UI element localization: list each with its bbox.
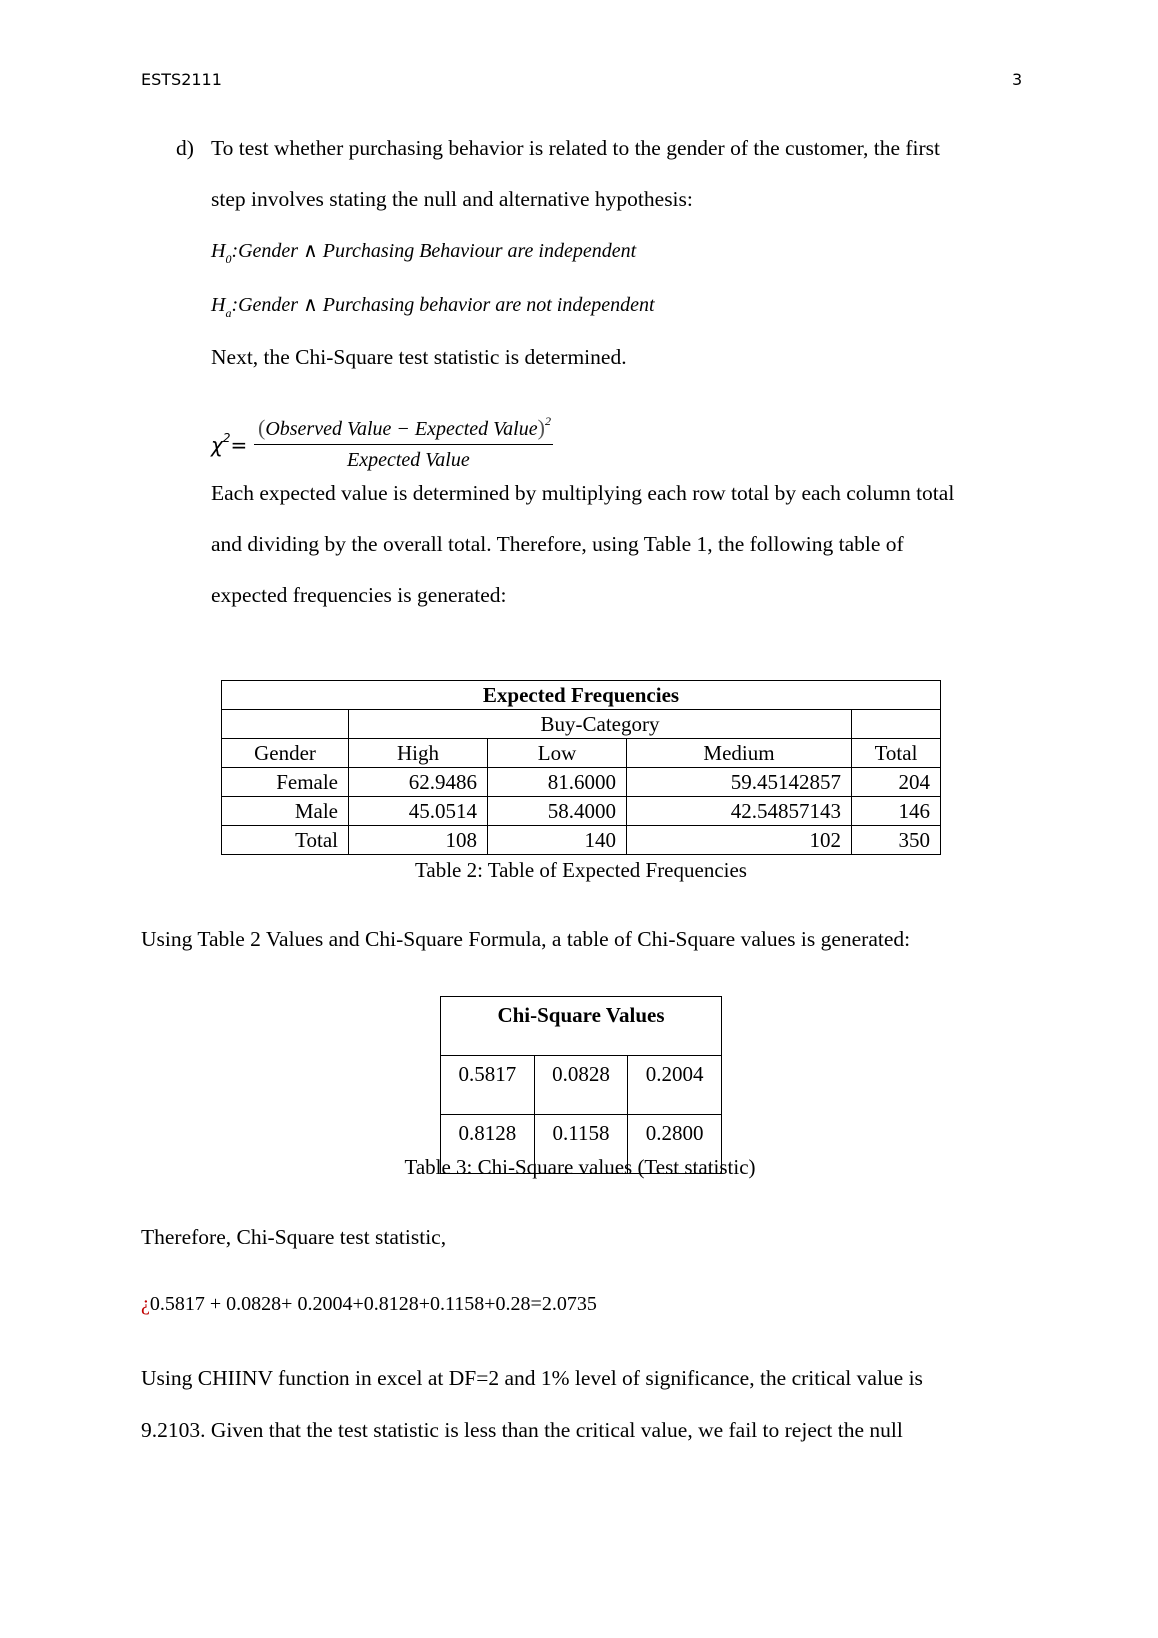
sum-prefix: ¿ <box>141 1293 150 1315</box>
header-course-code: ESTS2111 <box>141 70 222 89</box>
table-2-caption: Table 2: Table of Expected Frequencies <box>415 858 747 882</box>
sum-equation <box>141 1293 597 1316</box>
expected-frequencies-table <box>221 680 941 855</box>
column-header: Total <box>852 739 941 768</box>
sum-text: 0.5817 + 0.0828+ 0.2004+0.8128+0.1158+0.28=2.0735 <box>149 1293 597 1315</box>
ha-text: :Gender ∧ Purchasing behavior are not independent <box>231 294 655 316</box>
explain-line-1: Each expected value is determined by multiplying each row total by each column total <box>211 481 955 505</box>
table-cell: 0.1158 <box>534 1115 628 1174</box>
table-3-caption: Table 3: Chi-Square values (Test statistic) <box>404 1155 756 1179</box>
table-cell: 146 <box>852 797 941 826</box>
intro-line-1: To test whether purchasing behavior is related to the gender of the customer, the first <box>211 136 940 160</box>
chi-square-table <box>440 996 722 1174</box>
formula-denominator: Expected Value <box>347 449 470 471</box>
column-header: Medium <box>627 739 852 768</box>
therefore-text: Therefore, Chi-Square test statistic, <box>141 1225 447 1249</box>
table-cell <box>852 710 941 739</box>
table-cell: 0.0828 <box>534 1056 628 1115</box>
column-header: Gender <box>222 739 349 768</box>
table-row <box>441 1056 722 1115</box>
table-cell: 102 <box>627 826 852 855</box>
table-cell: 58.4000 <box>488 797 627 826</box>
null-hypothesis <box>211 238 637 266</box>
table-title: Chi-Square Values <box>441 997 722 1056</box>
table-cell: 59.45142857 <box>627 768 852 797</box>
explain-line-2: and dividing by the overall total. Therefore, using Table 1, the following table of <box>211 532 904 556</box>
list-marker: d) <box>176 136 194 160</box>
group-header: Buy-Category <box>349 710 852 739</box>
formula-numerator: (Observed Value − Expected Value)$^2$ <box>254 415 553 445</box>
table-cell: 0.2800 <box>628 1115 722 1174</box>
table-cell: 62.9486 <box>349 768 488 797</box>
header-page-number: 3 <box>1012 70 1023 89</box>
table-row <box>222 797 941 826</box>
table-cell: 108 <box>349 826 488 855</box>
conclusion-line-1: Using CHIINV function in excel at DF=2 and 1% level of significance, the critical value is <box>141 1366 923 1390</box>
intro-line-2: step involves stating the null and alternative hypothesis: <box>211 187 693 211</box>
using-text: Using Table 2 Values and Chi-Square Formula, a table of Chi-Square values is generated: <box>141 927 911 951</box>
h0-symbol: H <box>211 240 226 262</box>
table-row <box>222 768 941 797</box>
next-step-text: Next, the Chi-Square test statistic is determined. <box>211 345 627 369</box>
alternative-hypothesis <box>211 292 655 320</box>
table-cell: 140 <box>488 826 627 855</box>
table-cell: Female <box>222 768 349 797</box>
h0-subscript: 0 <box>225 252 232 266</box>
table-cell: 350 <box>852 826 941 855</box>
table-cell: 0.5817 <box>441 1056 535 1115</box>
table-cell <box>222 710 349 739</box>
table-cell: 42.54857143 <box>627 797 852 826</box>
h0-text: :Gender ∧ Purchasing Behaviour are independent <box>231 240 637 262</box>
formula-lhs: $\chi^2=$ <box>211 431 248 457</box>
ha-subscript: a <box>225 306 232 320</box>
table-cell: 204 <box>852 768 941 797</box>
table-cell: 0.8128 <box>441 1115 535 1174</box>
explain-line-3: expected frequencies is generated: <box>211 583 507 607</box>
table-cell: 45.0514 <box>349 797 488 826</box>
table-row <box>222 826 941 855</box>
conclusion-line-2: 9.2103. Given that the test statistic is less than the critical value, we fail to reject the null <box>141 1418 903 1442</box>
table-title: Expected Frequencies <box>222 681 941 710</box>
ha-symbol: H <box>211 294 226 316</box>
column-header: Low <box>488 739 627 768</box>
table-cell: Male <box>222 797 349 826</box>
table-cell: 81.6000 <box>488 768 627 797</box>
table-cell: Total <box>222 826 349 855</box>
table-cell: 0.2004 <box>628 1056 722 1115</box>
column-header: High <box>349 739 488 768</box>
